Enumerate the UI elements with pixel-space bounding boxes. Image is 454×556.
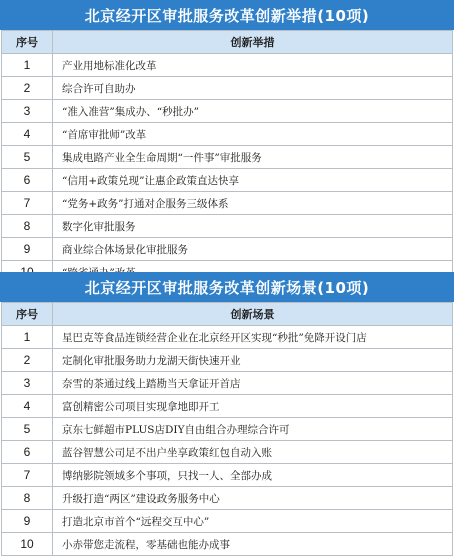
table-row xyxy=(2,441,453,464)
measures-title: 北京经开区审批服务改革创新举措(10项) xyxy=(0,0,454,30)
measures-col-index: 序号 xyxy=(2,31,53,54)
row-number: 4 xyxy=(2,395,53,418)
row-number: 4 xyxy=(2,123,53,146)
row-text: “信用+政策兑现”让惠企政策直达快享 xyxy=(53,169,453,192)
table-row xyxy=(2,533,453,556)
row-text: 博纳影院领域多个事项，只找一人、全部办成 xyxy=(53,464,453,487)
scenes-col-content: 创新场景 xyxy=(53,303,453,326)
row-number: 5 xyxy=(2,418,53,441)
row-text: 小赤带您走流程，零基础也能办成事 xyxy=(53,533,453,556)
row-number: 9 xyxy=(2,238,53,261)
row-text: 打造北京市首个“远程交互中心” xyxy=(53,510,453,533)
scenes-col-index: 序号 xyxy=(2,303,53,326)
table-row xyxy=(2,510,453,533)
table-row xyxy=(2,54,453,77)
row-text: 数字化审批服务 xyxy=(53,215,453,238)
table-row xyxy=(2,123,453,146)
table-row xyxy=(2,464,453,487)
scenes-title: 北京经开区审批服务改革创新场景(10项) xyxy=(0,272,454,302)
scenes-section xyxy=(0,272,454,556)
table-row xyxy=(2,238,453,261)
row-number: 2 xyxy=(2,349,53,372)
table-row xyxy=(2,418,453,441)
row-number: 9 xyxy=(2,510,53,533)
measures-header-row xyxy=(2,31,453,54)
table-row xyxy=(2,487,453,510)
row-number: 1 xyxy=(2,54,53,77)
row-number: 2 xyxy=(2,77,53,100)
row-text: 定制化审批服务助力龙湖天街快速开业 xyxy=(53,349,453,372)
row-text: 京东七鲜超市PLUS店DIY自由组合办理综合许可 xyxy=(53,418,453,441)
row-number: 3 xyxy=(2,100,53,123)
table-row xyxy=(2,169,453,192)
row-text: 商业综合体场景化审批服务 xyxy=(53,238,453,261)
row-number: 8 xyxy=(2,215,53,238)
row-text: 升级打造“两区”建设政务服务中心 xyxy=(53,487,453,510)
table-row xyxy=(2,372,453,395)
row-number: 1 xyxy=(2,326,53,349)
table-row xyxy=(2,100,453,123)
row-text: 富创精密公司项目实现拿地即开工 xyxy=(53,395,453,418)
row-number: 6 xyxy=(2,169,53,192)
scenes-table xyxy=(1,302,453,556)
row-number: 8 xyxy=(2,487,53,510)
row-number: 10 xyxy=(2,533,53,556)
table-row xyxy=(2,146,453,169)
row-text: 奈雪的茶通过线上踏勘当天拿证开首店 xyxy=(53,372,453,395)
row-text: 蓝谷智慧公司足不出户坐享政策红包自动入账 xyxy=(53,441,453,464)
row-number: 7 xyxy=(2,464,53,487)
row-text: “党务+政务”打通对企服务三级体系 xyxy=(53,192,453,215)
scenes-header-row xyxy=(2,303,453,326)
row-text: “首席审批师”改革 xyxy=(53,123,453,146)
measures-table xyxy=(1,30,453,284)
row-number: 3 xyxy=(2,372,53,395)
row-text: 综合许可自助办 xyxy=(53,77,453,100)
row-text: 星巴克等食品连锁经营企业在北京经开区实现“秒批”免降开设门店 xyxy=(53,326,453,349)
table-row xyxy=(2,395,453,418)
row-number: 5 xyxy=(2,146,53,169)
table-row xyxy=(2,215,453,238)
table-row xyxy=(2,192,453,215)
row-text: 产业用地标准化改革 xyxy=(53,54,453,77)
table-row xyxy=(2,349,453,372)
row-text: “准入准营”集成办、“秒批办” xyxy=(53,100,453,123)
row-number: 6 xyxy=(2,441,53,464)
row-text: 集成电路产业全生命周期“一件事”审批服务 xyxy=(53,146,453,169)
table-row xyxy=(2,77,453,100)
table-row xyxy=(2,326,453,349)
row-number: 7 xyxy=(2,192,53,215)
measures-col-content: 创新举措 xyxy=(53,31,453,54)
